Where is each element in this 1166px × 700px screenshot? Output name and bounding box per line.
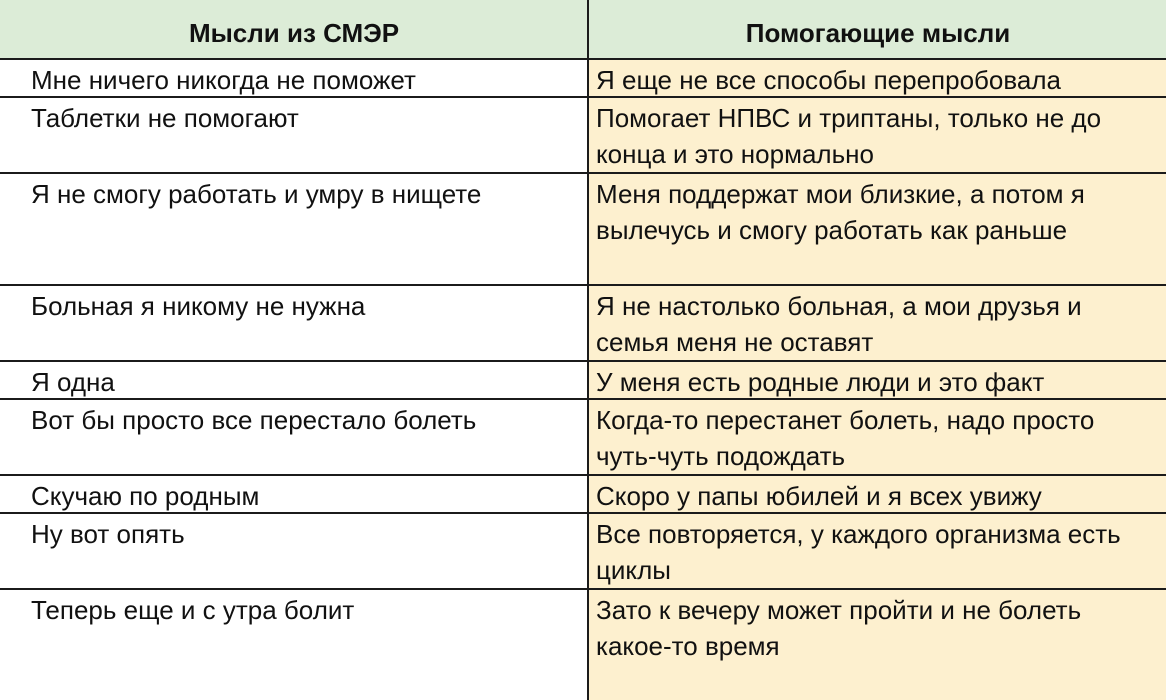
helping-thought-cell: Я еще не все способы перепробовала bbox=[588, 60, 1166, 96]
table-row bbox=[0, 98, 1166, 174]
helping-thought-cell: Зато к вечеру может пройти и не болеть какое-то время bbox=[588, 590, 1166, 700]
smer-thought-cell: Таблетки не помогают bbox=[31, 103, 299, 133]
table-header bbox=[0, 0, 1166, 60]
helping-thought-cell: Когда-то перестанет болеть, надо просто чуть-чуть подождать bbox=[588, 400, 1166, 474]
smer-thought-cell: Теперь еще и с утра болит bbox=[31, 595, 355, 625]
smer-thought-cell: Я одна bbox=[31, 367, 115, 397]
helping-thought-cell: Все повторяется, у каждого организма есть циклы bbox=[588, 514, 1166, 588]
helping-thought-cell: Я не настолько больная, а мои друзья и семья меня не оставят bbox=[588, 286, 1166, 360]
table-row bbox=[0, 60, 1166, 98]
table-row bbox=[0, 362, 1166, 400]
smer-thought-cell: Скучаю по родным bbox=[31, 481, 260, 511]
header-helping-thoughts: Помогающие мысли bbox=[745, 18, 1011, 48]
helping-thought-cell: Помогает НПВС и триптаны, только не до конца и это нормально bbox=[588, 98, 1166, 172]
helping-thought-cell: Меня поддержат мои близкие, а потом я вылечусь и смогу работать как раньше bbox=[588, 174, 1166, 284]
header-smer-thoughts: Мысли из СМЭР bbox=[188, 18, 400, 48]
smer-thought-cell: Вот бы просто все перестало болеть bbox=[31, 405, 477, 435]
helping-thought-cell: Скоро у папы юбилей и я всех увижу bbox=[588, 476, 1166, 512]
table-row bbox=[0, 400, 1166, 476]
table-row bbox=[0, 514, 1166, 590]
smer-thought-cell: Мне ничего никогда не поможет bbox=[31, 65, 416, 95]
table-row bbox=[0, 590, 1166, 700]
table-row bbox=[0, 476, 1166, 514]
table-row bbox=[0, 174, 1166, 286]
smer-thought-cell: Больная я никому не нужна bbox=[31, 291, 366, 321]
helping-thought-cell: У меня есть родные люди и это факт bbox=[588, 362, 1166, 398]
column-divider bbox=[587, 0, 589, 700]
table-row bbox=[0, 286, 1166, 362]
smer-thought-cell: Ну вот опять bbox=[31, 519, 185, 549]
smer-thought-cell: Я не смогу работать и умру в нищете bbox=[31, 179, 482, 209]
